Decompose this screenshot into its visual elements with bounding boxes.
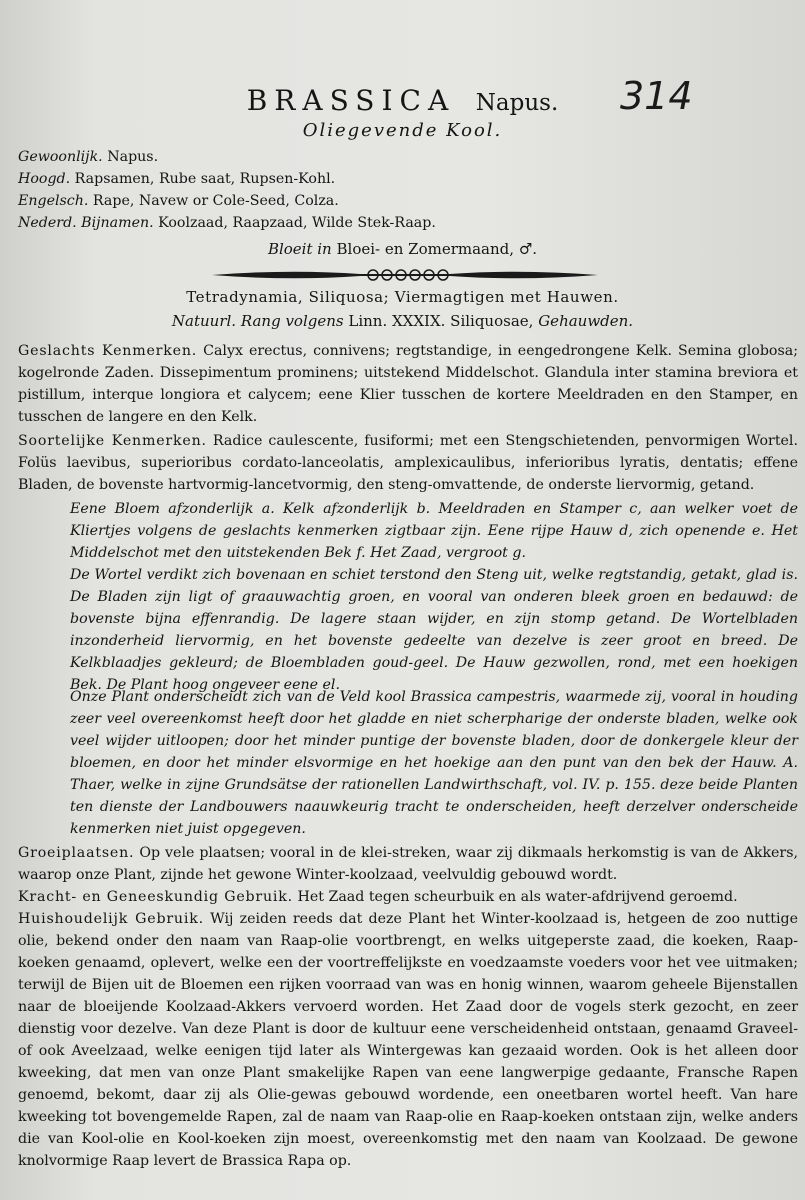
handwritten-number: 314 [620,74,693,118]
rank-main: Linn. XXXIX. Siliquosae, [348,312,534,330]
section-text: Calyx erectus, connivens; regtstandige, in eengedrongene Kelk. Semina globosa; kogelronde Zaden. Dissepimentum prominens; uitstekend Middelschot. Glandula inter stamina breviora et pistillum, interque longiora et calycem; eene Klier tusschen de kortere Meeldraden en den Stamper, en tusschen de langere en den Kelk. [18,343,798,425]
flowering-line [0,240,805,258]
common-name: Oliegevende Kool. [302,120,503,141]
figure-explanation: Eene Bloem afzonderlijk a. Kelk afzonderlijk b. Meeldraden en Stamper c, aan welker voet de Kliertjes volgens de geslachts kenmerken zigtbaar zijn. Eene rijpe Hauw d, zich openende e. Het Middelschot met den uitstekenden Bek f. Het Zaad, vergroot g. [70,501,798,561]
name-label: Engelsch. [18,193,89,209]
ornament-divider [210,265,600,285]
rank-prefix: Natuurl. Rang volgens [171,312,344,330]
rank-suffix: Gehauwden. [538,312,634,330]
soortelijke-kenmerken [18,430,798,496]
flowering-prefix: Bloeit in [267,240,332,258]
section-text: Radice caulescente, fusiformi; met een Stengschietenden, penvormigen Wortel. Folüs laevibus, superioribus cordato-lanceolatis, amplexicaulibus, inferioribus lyratis, dentatis; effene Bladen, de bovenste hartvormig-lancetvormig, den steng-omvattende, de onderste liervormig, getand. [18,433,798,493]
section-heading: Huishoudelijk Gebruik. [18,911,204,927]
groeiplaatsen [18,842,798,886]
classification-line: Tetradynamia, Siliquosa; Viermagtigen met Hauwen. [186,288,619,306]
natural-rank-line [0,312,805,330]
name-label: Gewoonlijk. [18,149,103,165]
genus-name: BRASSICA [246,84,456,117]
name-value: Napus. [107,149,159,165]
name-value: Rape, Navew or Cole-Seed, Colza. [92,193,339,209]
flowering-months: Bloei- en Zomermaand, [336,240,515,258]
huishoudelijk-gebruik [18,908,798,1172]
name-line-nederd [18,212,436,234]
plant-description: De Wortel verdikt zich bovenaan en schiet terstond den Steng uit, welke regtstandig, getakt, glad is. De Bladen zijn ligt of graauwachtig groen, en vooral van onderen bleek groen en bedauwd: de bovenste bijna effenrandig. De lagere staan wijder, en zijn stomp getand. De Wortelbladen inzonderheid liervormig, en het bovenste gedeelte van dezelve is zeer groot en breed. De Kelkblaadjes gekleurd; de Bloembladen goud-geel. De Hauw gezwollen, rond, met een hoekigen Bek. De Plant hoog ongeveer eene el. [70,567,798,693]
distinction-text: Onze Plant onderscheidt zich van de Veld kool Brassica campestris, waarmede zij, vooral in houding zeer veel overeenkomst heeft door het gladde en niet scherpharige der onderste bladen, welke ook veel wijder uitloopen; door het minder puntige der bovenste bladen, door de donkergele kleur der bloemen, en door het minder elsvormige en het hoekige aan den punt van den bek der Hauw. A. Thaer, welke in zijne Grundsätse der rationellen Landwirthschaft, vol. IV. p. 155. deze beide Planten ten dienste der Landbouwers naauwkeurig tracht te onderscheiden, heeft derzelver onderscheide kenmerken niet juist opgegeven. [70,689,798,837]
name-label: Hoogd. [18,171,71,187]
name-line-hoogd [18,168,335,190]
name-label: Nederd. Bijnamen. [18,215,154,231]
section-heading: Geslachts Kenmerken. [18,343,198,359]
name-value: Koolzaad, Raapzaad, Wilde Stek-Raap. [158,215,436,231]
section-text: Het Zaad tegen scheurbuik en als water-afdrijvend geroemd. [297,889,738,905]
section-heading: Groeiplaatsen. [18,845,135,861]
name-line-engelsch [18,190,339,212]
name-line-gewoonlijk [18,146,158,168]
kracht-gebruik [18,886,798,908]
species-name: Napus. [475,90,559,116]
section-heading: Soortelijke Kenmerken. [18,433,207,449]
geslachts-kenmerken [18,340,798,428]
flowering-symbol: ♂. [518,240,538,258]
section-text: Op vele plaatsen; vooral in de klei-streken, waar zij dikmaals herkomstig is van de Akkers, waarop onze Plant, zijnde het gewone Winter-koolzaad, veelvuldig gebouwd wordt. [18,845,799,883]
name-value: Rapsamen, Rube saat, Rupsen-Kohl. [74,171,336,187]
section-heading: Kracht- en Geneeskundig Gebruik. [18,889,293,905]
section-text: Wij zeiden reeds dat deze Plant het Winter-koolzaad is, hetgeen de zoo nuttige olie, bekend onder den naam van Raap-olie voortbrengt, en welks uitgeperste zaad, die koeken, Raap-koeken genaamd, oplevert, welke een der voortreffelijkste en voedzaamste voeders voor het vee uitmaken; terwijl de Bijen uit de Bloemen een rijken voorraad van was en honig winnen, waarom geheele Bijenstallen naar de bloeijende Koolzaad-Akkers vervoerd worden. Het Zaad door de vogels sterk gezocht, en zeer dienstig voor dezelve. Van deze Plant is door de kultuur eene verscheidenheid ontstaan, genaamd Graveel- of ook Aveelzaad, welke eenigen tijd later als Wintergewas kan gezaaid worden. Ook is het alleen door kweeking, dat men van onze Plant smakelijke Rapen van eene langwerpige gedaante, Fransche Rapen genoemd, bekomt, daar zij als Olie-gewas gebouwd wordende, een oneetbaren wortel heeft. Van hare kweeking tot bovengemelde Rapen, zal de naam van Raap-olie en Raap-koeken ontstaan zijn, welke anders die van Kool-olie en Kool-koeken zijn moest, overeenkomstig met den naam van Koolzaad. De gewone knolvormige Raap levert de Brassica Rapa op. [18,911,798,1169]
